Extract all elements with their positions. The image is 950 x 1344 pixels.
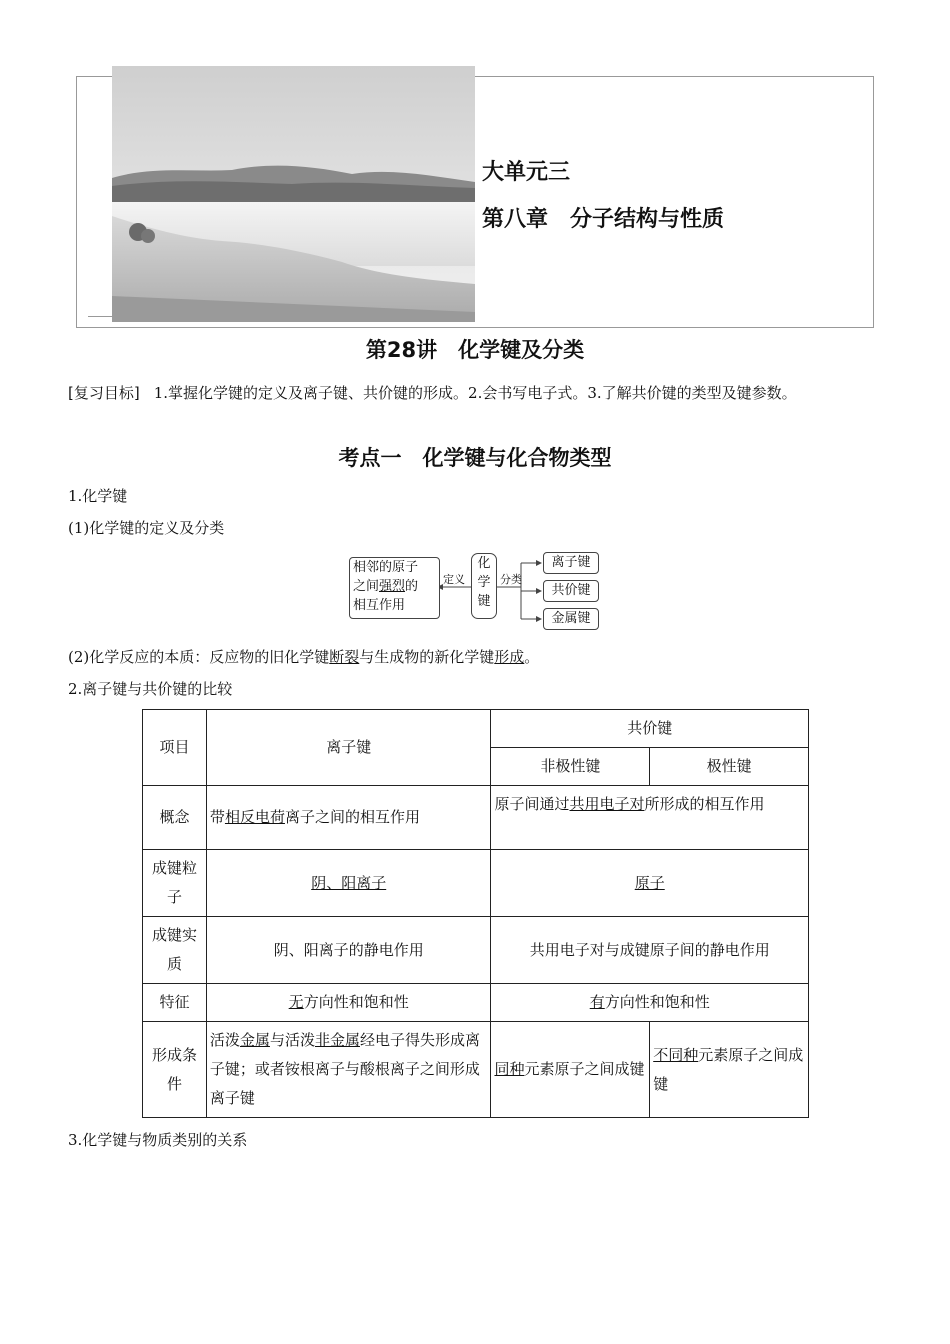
review-objectives: [68, 378, 888, 408]
blank-answer: 原子: [634, 873, 665, 892]
text: 与生成物的新化学键: [359, 648, 495, 666]
header-ionic: 离子键: [206, 710, 491, 786]
blank-answer: 无: [288, 993, 304, 1011]
table-row: [143, 710, 809, 748]
definition-line: 相邻的原子: [353, 560, 419, 575]
header-covalent: 共价键: [491, 710, 809, 748]
text: 元素原子之间成键: [524, 1060, 645, 1078]
text: 带: [209, 808, 225, 826]
text: 原子间通过: [494, 795, 570, 813]
definition-label: 定义: [443, 573, 465, 586]
table-row: [143, 917, 809, 984]
header-item: 项目: [143, 710, 207, 786]
heading-chemical-bond: 1.化学键: [68, 487, 128, 505]
blank-answer: 共用电子对: [569, 795, 645, 813]
blank-answer: 不同种: [653, 1045, 699, 1064]
cell: [206, 850, 491, 917]
cell: [206, 786, 491, 850]
center-char: 键: [477, 594, 491, 609]
cell: [491, 850, 809, 917]
type-box-covalent: 共价键: [543, 580, 599, 602]
text: 经电子得失形成离子键；或者铵根离子与酸根离子之间形成离子键: [209, 1031, 480, 1107]
center-char: 化: [477, 556, 491, 571]
text: 元素原子之间成键: [653, 1045, 804, 1093]
row-label: 特征: [143, 984, 207, 1022]
lecture-title: 第28讲 化学键及分类: [365, 338, 585, 362]
chapter-title: 第八章 分子结构与性质: [482, 207, 725, 232]
cell: [206, 984, 491, 1022]
text: 方向性和饱和性: [303, 993, 409, 1011]
blank-answer: 阴、阳离子: [311, 873, 387, 892]
cell: [206, 1022, 491, 1118]
definition-underline: 强烈: [379, 579, 406, 594]
cell: 共用电子对与成键原子间的静电作用: [491, 917, 809, 984]
table-row: [143, 984, 809, 1022]
blank-answer: 断裂: [329, 648, 360, 666]
text: 。: [524, 648, 540, 666]
classify-label: 分类: [500, 573, 522, 586]
type-box-ionic: 离子键: [543, 552, 599, 574]
landscape-lake-image: [112, 66, 475, 322]
bond-classification-diagram: [345, 551, 605, 635]
cell: [491, 786, 809, 850]
banner-corner-mark: [88, 76, 112, 77]
text: 方向性和饱和性: [604, 993, 710, 1011]
text: 活泼: [209, 1031, 240, 1049]
banner-corner-mark: [88, 316, 112, 317]
table-row: [143, 786, 809, 850]
blank-answer: 金属: [239, 1031, 270, 1049]
center-char: 学: [477, 575, 491, 590]
subheading-definition: (1)化学键的定义及分类: [68, 519, 225, 537]
section-title: 考点一 化学键与化合物类型: [338, 446, 612, 470]
blank-answer: 形成: [494, 648, 525, 666]
blank-answer: 同种: [494, 1060, 525, 1078]
cell: 阴、阳离子的静电作用: [206, 917, 491, 984]
heading-bond-and-substance: 3.化学键与物质类别的关系: [68, 1131, 248, 1149]
comparison-table: [142, 709, 809, 1118]
table-row: [143, 1022, 809, 1118]
row-label: 概念: [143, 786, 207, 850]
cell: [650, 1022, 809, 1118]
text: 与活泼: [269, 1031, 315, 1049]
blank-answer: 非金属: [314, 1031, 360, 1049]
text: (2)化学反应的本质：反应物的旧化学键: [68, 648, 330, 666]
type-box-metallic: 金属键: [543, 608, 599, 630]
definition-line: 相互作用: [353, 598, 406, 613]
definition-line: 之间强烈的: [353, 579, 419, 594]
text: 所形成的相互作用: [644, 795, 765, 813]
row-label: 形成条件: [143, 1022, 207, 1118]
cell: [491, 1022, 650, 1118]
row-label: 成键粒子: [143, 850, 207, 917]
unit-title: 大单元三: [482, 160, 571, 185]
blank-answer: 相反电荷: [224, 808, 285, 826]
table-row: [143, 850, 809, 917]
objectives-text: 1.掌握化学键的定义及离子键、共价键的形成。2.会书写电子式。3.了解共价键的类型及键参数。: [153, 384, 797, 402]
row-label: 成键实质: [143, 917, 207, 984]
header-polar: 极性键: [650, 748, 809, 786]
cell: [491, 984, 809, 1022]
text: 离子之间的相互作用: [284, 808, 420, 826]
definition-box: [349, 557, 440, 619]
objectives-label: [复习目标]: [68, 384, 140, 402]
chemical-bond-box: [471, 553, 497, 619]
heading-comparison: 2.离子键与共价键的比较: [68, 680, 233, 698]
blank-answer: 有: [589, 993, 605, 1011]
reaction-essence: [68, 647, 539, 667]
header-nonpolar: 非极性键: [491, 748, 650, 786]
